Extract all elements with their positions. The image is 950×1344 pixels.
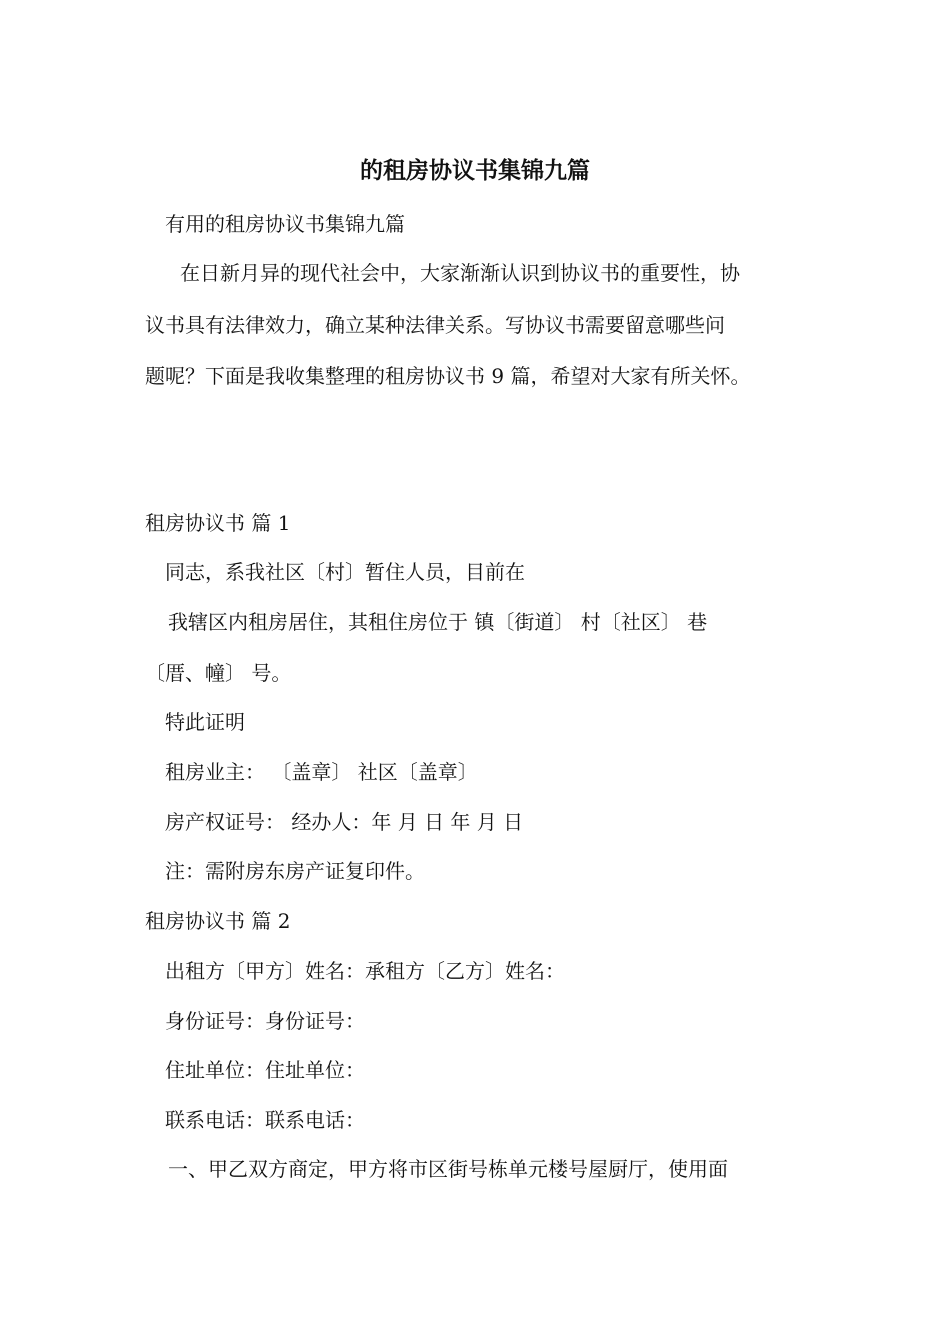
intro-line-3: 题呢？下面是我收集整理的租房协议书 9 篇，希望对大家有所关怀。 xyxy=(145,364,751,388)
intro-line-2: 议书具有法律效力，确立某种法律关系。写协议书需要留意哪些问 xyxy=(145,313,725,337)
section-2-line: 身份证号：身份证号： xyxy=(165,1009,365,1033)
document-title: 的租房协议书集锦九篇 xyxy=(360,157,590,184)
section-1-line: 我辖区内租房居住，其租住房位于 镇〔街道〕 村〔社区〕 巷 xyxy=(168,610,708,634)
section-2-line: 出租方〔甲方〕姓名：承租方〔乙方〕姓名： xyxy=(165,959,565,983)
section-1-line: 〔厝、幢〕 号。 xyxy=(145,661,292,685)
section-2-line: 联系电话：联系电话： xyxy=(165,1108,365,1132)
section-2-line: 一、甲乙双方商定，甲方将市区街号栋单元楼号屋厨厅，使用面 xyxy=(168,1157,728,1181)
section-1-line: 租房业主： 〔盖章〕 社区〔盖章〕 xyxy=(165,760,478,784)
intro-line-1: 在日新月异的现代社会中，大家渐渐认识到协议书的重要性，协 xyxy=(180,261,740,285)
section-1-line: 注：需附房东房产证复印件。 xyxy=(165,859,425,883)
section-1-line: 房产权证号： 经办人：年 月 日 年 月 日 xyxy=(165,810,524,834)
document-subtitle: 有用的租房协议书集锦九篇 xyxy=(165,212,405,236)
section-1-line: 特此证明 xyxy=(165,710,245,734)
section-2-line: 住址单位：住址单位： xyxy=(165,1058,365,1082)
section-2-heading: 租房协议书 篇 2 xyxy=(145,909,291,933)
section-1-line: 同志，系我社区〔村〕暂住人员，目前在 xyxy=(165,560,525,584)
section-1-heading: 租房协议书 篇 1 xyxy=(145,511,291,535)
